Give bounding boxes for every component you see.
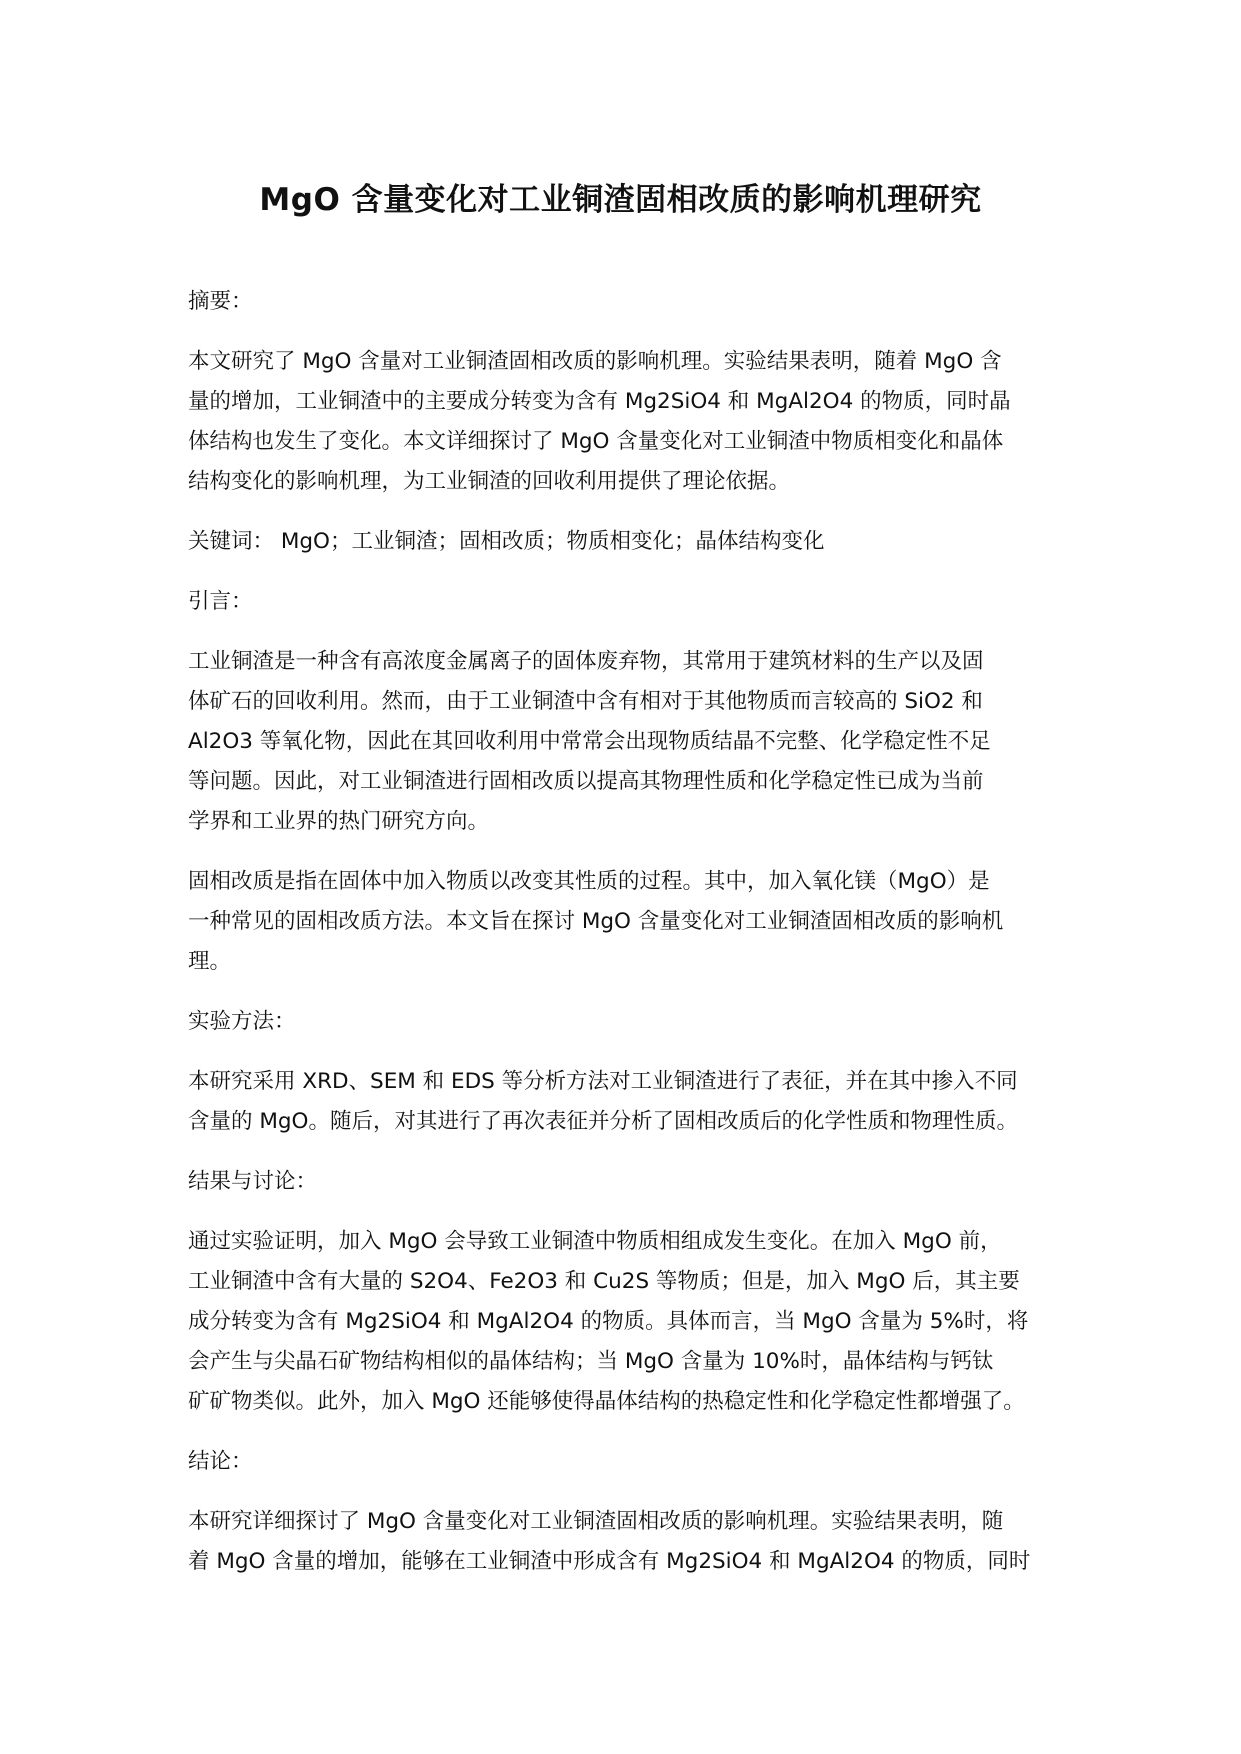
conclusion-line: 本研究详细探讨了 MgO 含量变化对工业铜渣固相改质的影响机理。实验结果表明，随 (188, 1509, 1004, 1534)
method-line: 含量的 MgO。随后，对其进行了再次表征并分析了固相改质后的化学性质和物理性质。 (188, 1109, 1018, 1134)
results-paragraph (188, 1222, 1063, 1422)
intro-line: 学界和工业界的热门研究方向。 (188, 809, 490, 834)
abstract-heading: 摘要： (188, 289, 253, 314)
results-line: 成分转变为含有 Mg2SiO4 和 MgAl2O4 的物质。具体而言，当 MgO 含量为 5%时，将 (188, 1309, 1029, 1334)
conclusion-line: 着 MgO 含量的增加，能够在工业铜渣中形成含有 Mg2SiO4 和 MgAl2O4 的物质，同时 (188, 1549, 1031, 1574)
intro-line: 等问题。因此，对工业铜渣进行固相改质以提高其物理性质和化学稳定性已成为当前 (188, 769, 984, 794)
conclusion-heading: 结论： (188, 1449, 253, 1474)
results-line: 矿矿物类似。此外，加入 MgO 还能够使得晶体结构的热稳定性和化学稳定性都增强了。 (188, 1389, 1025, 1414)
results-line: 工业铜渣中含有大量的 S2O4、Fe2O3 和 Cu2S 等物质；但是，加入 MgO 后，其主要 (188, 1269, 1020, 1294)
keywords-line: 关键词： MgO；工业铜渣；固相改质；物质相变化；晶体结构变化 (188, 529, 825, 554)
intro-heading: 引言： (188, 589, 253, 614)
results-heading: 结果与讨论： (188, 1169, 318, 1194)
abstract-line: 量的增加，工业铜渣中的主要成分转变为含有 Mg2SiO4 和 MgAl2O4 的物质，同时晶 (188, 389, 1011, 414)
intro-line: 固相改质是指在固体中加入物质以改变其性质的过程。其中，加入氧化镁（MgO）是 (188, 869, 990, 894)
method-line: 本研究采用 XRD、SEM 和 EDS 等分析方法对工业铜渣进行了表征，并在其中掺入不同 (188, 1069, 1018, 1094)
results-line: 通过实验证明，加入 MgO 会导致工业铜渣中物质相组成发生变化。在加入 MgO 前， (188, 1229, 1002, 1254)
method-heading: 实验方法： (188, 1009, 296, 1034)
abstract-paragraph (188, 342, 1063, 502)
intro-line: 理。 (188, 949, 232, 974)
document-body (188, 282, 1063, 1602)
intro-line: 体矿石的回收利用。然而，由于工业铜渣中含有相对于其他物质而言较高的 SiO2 和 (188, 689, 983, 714)
intro-line: 工业铜渣是一种含有高浓度金属离子的固体废弃物，其常用于建筑材料的生产以及固 (188, 649, 984, 674)
intro-line: Al2O3 等氧化物，因此在其回收利用中常常会出现物质结晶不完整、化学稳定性不足 (188, 729, 991, 754)
document-title: MgO 含量变化对工业铜渣固相改质的影响机理研究 (259, 182, 982, 218)
intro-line: 一种常见的固相改质方法。本文旨在探讨 MgO 含量变化对工业铜渣固相改质的影响机 (188, 909, 1004, 934)
abstract-line: 结构变化的影响机理，为工业铜渣的回收利用提供了理论依据。 (188, 469, 791, 494)
conclusion-paragraph (188, 1502, 1063, 1582)
intro-paragraph-1 (188, 642, 1063, 842)
abstract-line: 体结构也发生了变化。本文详细探讨了 MgO 含量变化对工业铜渣中物质相变化和晶体 (188, 429, 1004, 454)
results-line: 会产生与尖晶石矿物结构相似的晶体结构；当 MgO 含量为 10%时，晶体结构与钙钛 (188, 1349, 994, 1374)
abstract-line: 本文研究了 MgO 含量对工业铜渣固相改质的影响机理。实验结果表明，随着 MgO 含 (188, 349, 1002, 374)
intro-paragraph-2 (188, 862, 1063, 982)
method-paragraph (188, 1062, 1063, 1142)
